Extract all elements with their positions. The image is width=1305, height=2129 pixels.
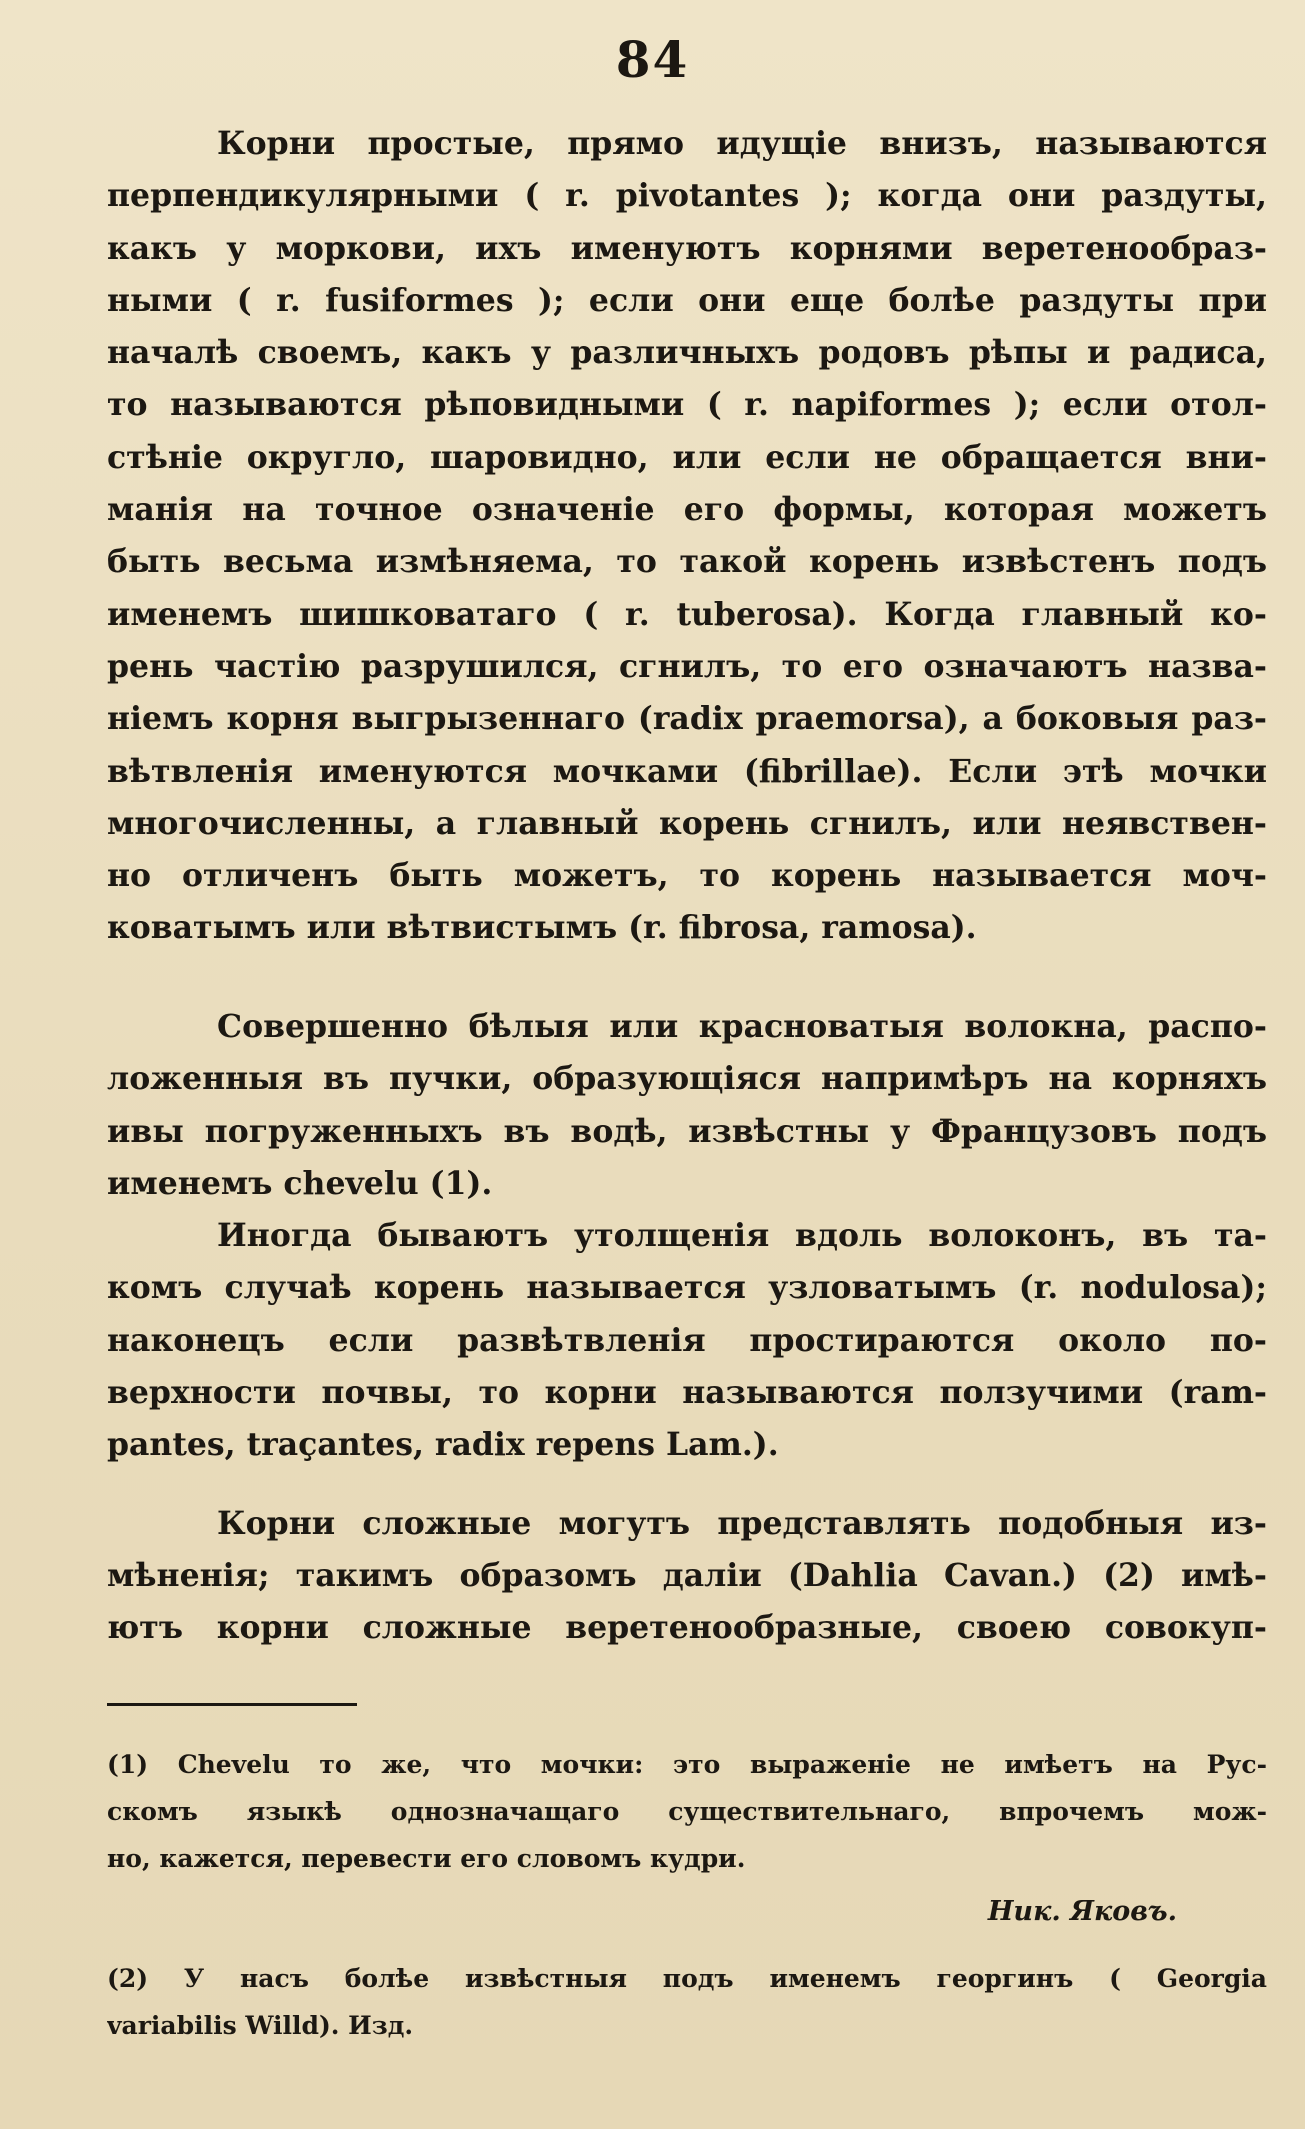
main-text-upper <box>107 118 1267 955</box>
footnote-line: (1) Chevelu то же, что мочки: это выраженіе не имѣетъ на Рус- <box>107 1750 1267 1779</box>
text-line: ютъ корни сложные веретенообразные, своею совокуп- <box>107 1609 1267 1647</box>
text-line: но отличенъ быть можетъ, то корень называется моч- <box>107 857 1267 895</box>
text-line: какъ у моркови, ихъ именуютъ корнями веретенообраз- <box>107 229 1267 267</box>
page-number: 84 <box>615 30 690 89</box>
paragraph-chevelu <box>107 1001 1267 1210</box>
text-line: рень частію разрушился, сгнилъ, то его означаютъ назва- <box>107 647 1267 685</box>
paragraph-gap <box>107 1472 1267 1498</box>
text-line: наконецъ если развѣтвленія простираются около по- <box>107 1321 1267 1359</box>
text-line: pantes, traçantes, radix repens Lam.). <box>107 1426 779 1464</box>
text-line: Иногда бываютъ утолщенія вдоль волоконъ, въ та- <box>217 1217 1267 1255</box>
text-line: ніемъ корня выгрызеннаго (radix praemorsa), а боковыя раз- <box>107 700 1267 738</box>
text-line: ложенныя въ пучки, образующіяся напримѣръ на корняхъ <box>107 1060 1267 1098</box>
footnote-divider <box>107 1703 357 1706</box>
text-line: Корни простые, прямо идущіе внизъ, называются <box>217 125 1267 162</box>
text-line: верхности почвы, то корни называются ползучими (ram- <box>107 1374 1267 1412</box>
text-line: Корни сложные могутъ представлять подобныя из- <box>217 1504 1267 1542</box>
paragraph-roots-simple <box>107 118 1267 955</box>
footnote-2 <box>107 1955 1267 2049</box>
paragraph-nodulosa <box>107 1210 1267 1471</box>
text-line: коватымъ или вѣтвистымъ (r. fibrosa, ramosa). <box>107 909 977 947</box>
text-line: комъ случаѣ корень называется узловатымъ (r. nodulosa); <box>107 1269 1267 1307</box>
text-line: началѣ своемъ, какъ у различныхъ родовъ рѣпы и радиса, <box>107 334 1267 372</box>
footnote-line: (2) У насъ болѣе извѣстныя подъ именемъ георгинъ ( Georgia <box>107 1964 1267 1993</box>
footnote-signature: Ник. Яковъ. <box>987 1896 1177 1927</box>
footnote-1 <box>107 1741 1267 1934</box>
text-line: быть весьма измѣняема, то такой корень извѣстенъ подъ <box>107 543 1267 581</box>
footnote-line: но, кажется, перевести его словомъ кудри. <box>107 1844 746 1873</box>
text-line: многочисленны, а главный корень сгнилъ, или неявствен- <box>107 804 1267 842</box>
text-line: именемъ chevelu (1). <box>107 1164 493 1202</box>
text-line: перпендикулярными ( r. pivotantes ); когда они раздуты, <box>107 177 1267 215</box>
text-line: то называются рѣповидными ( r. napiformes ); если отол- <box>107 386 1267 424</box>
text-line: Совершенно бѣлыя или красноватыя волокна, распо- <box>217 1008 1267 1045</box>
text-line: стѣніе округло, шаровидно, или если не обращается вни- <box>107 438 1267 476</box>
text-line: манія на точное означеніе его формы, которая можетъ <box>107 491 1267 529</box>
text-line: мѣненія; такимъ образомъ даліи (Dahlia Cavan.) (2) имѣ- <box>107 1556 1267 1594</box>
footnote-line: скомъ языкѣ однозначащаго существительнаго, впрочемъ мож- <box>107 1797 1267 1826</box>
text-line: ивы погруженныхъ въ водѣ, извѣстны у Французовъ подъ <box>107 1112 1267 1150</box>
text-line: именемъ шишковатаго ( r. tuberosa). Когда главный ко- <box>107 595 1267 633</box>
footnote-line: variabilis Willd). Изд. <box>107 2011 414 2040</box>
text-line: ными ( r. fusiformes ); если они еще болѣе раздуты при <box>107 281 1267 319</box>
paragraph-roots-compound <box>107 1498 1267 1655</box>
main-text-lower <box>107 1001 1267 1655</box>
text-line: вѣтвленія именуются мочками (fibrillae). Если этѣ мочки <box>107 752 1267 790</box>
